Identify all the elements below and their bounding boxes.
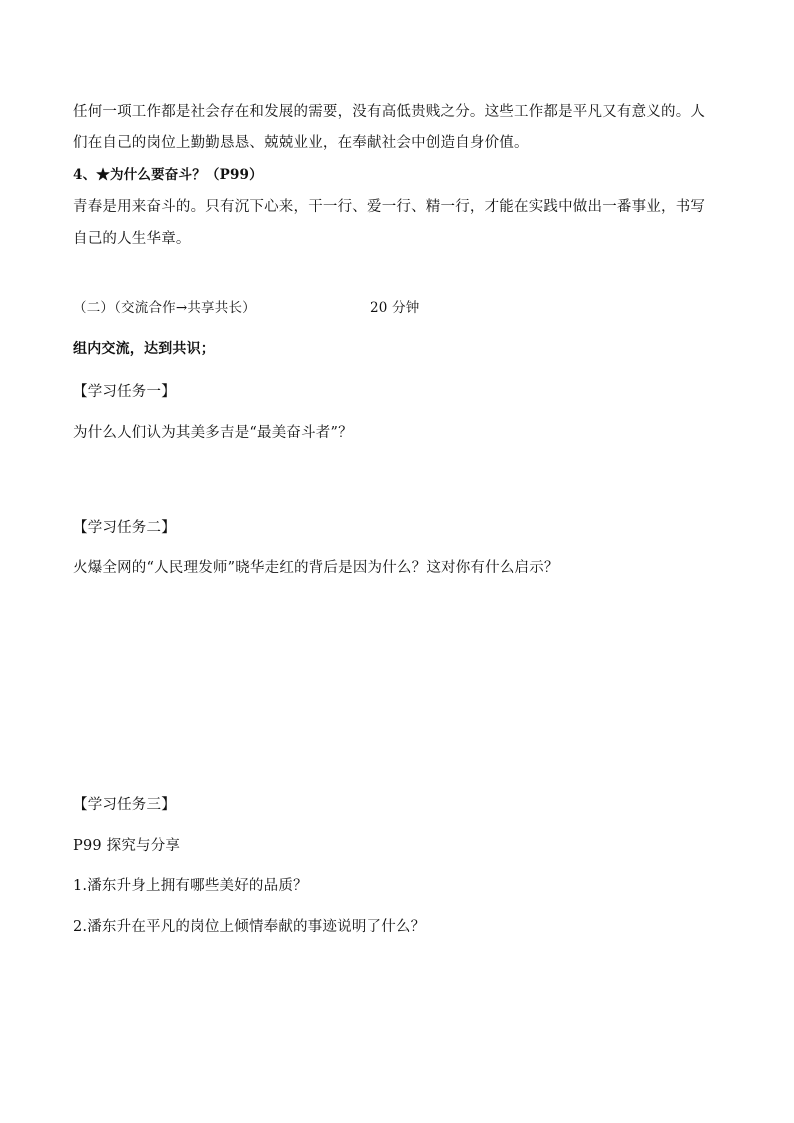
task-2-title: 【学习任务二】 (73, 520, 176, 536)
paragraph-2-line-2: 自己的人生华章。 (73, 231, 191, 247)
paragraph-2-line-1: 青春是用来奋斗的。只有沉下心来，干一行、爱一行、精一行，才能在实践中做出一番事业，书写 (73, 199, 706, 215)
section-two-row (73, 298, 433, 318)
paragraph-1-line-1: 任何一项工作都是社会存在和发展的需要，没有高低贵贱之分。这些工作都是平凡又有意义的。人 (73, 104, 706, 120)
task-1-title: 【学习任务一】 (73, 384, 176, 400)
task-2-question: 火爆全网的“人民理发师”晓华走红的背后是因为什么？这对你有什么启示？ (73, 560, 559, 576)
group-instruction: 组内交流，达到共识； (73, 341, 215, 357)
task-3-title: 【学习任务三】 (73, 797, 176, 813)
question-4-heading: 4、★为什么要奋斗？（P99） (73, 167, 263, 183)
section-two-time: 20 分钟 (370, 300, 420, 316)
paragraph-1-line-2: 们在自己的岗位上勤勤恳恳、兢兢业业，在奉献社会中创造自身价值。 (73, 135, 529, 151)
task-3-question-2: 2.潘东升在平凡的岗位上倾情奉献的事迹说明了什么？ (73, 919, 426, 935)
section-two-label: （二）（交流合作→共享共长） (73, 300, 256, 316)
task-3-intro: P99 探究与分享 (73, 838, 181, 854)
task-1-question: 为什么人们认为其美多吉是“最美奋斗者”？ (73, 425, 353, 441)
task-3-question-1: 1.潘东升身上拥有哪些美好的品质？ (73, 878, 308, 894)
